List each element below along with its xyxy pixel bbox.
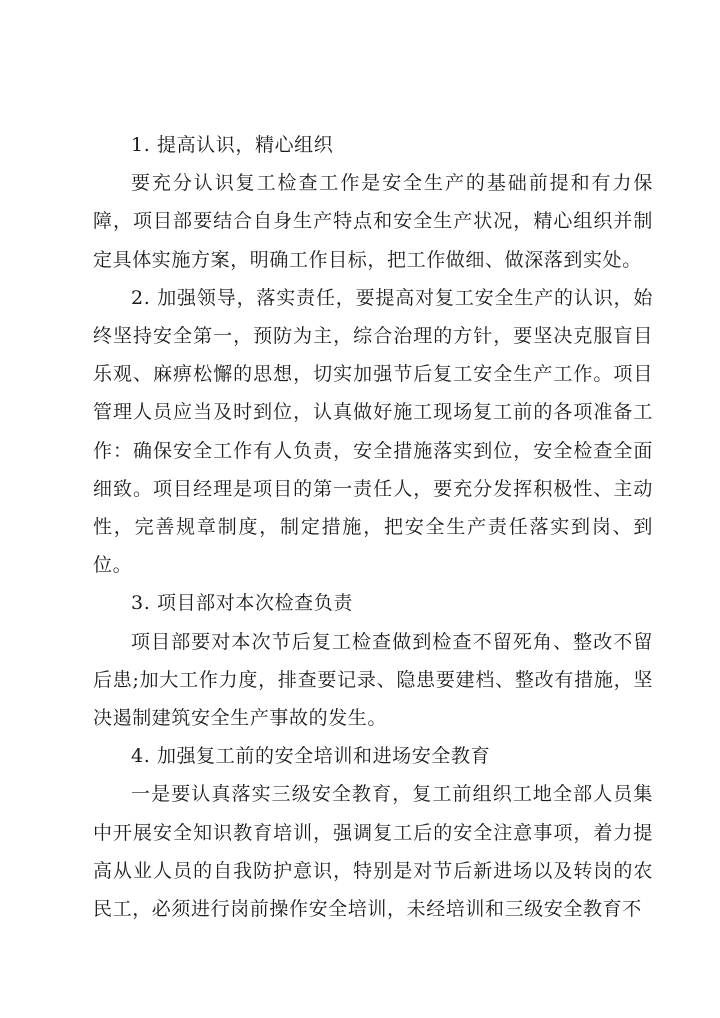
section-3-paragraph: 项目部要对本次节后复工检查做到检查不留死角、整改不留后患;加大工作力度，排查要记录、隐患要建档、整改有措施，坚决遏制建筑安全生产事故的发生。 bbox=[93, 630, 653, 730]
section-4-heading: 4. 加强复工前的安全培训和进场安全教育 bbox=[131, 745, 491, 768]
section-2-paragraph: 2. 加强领导，落实责任，要提高对复工安全生产的认识，始终坚持安全第一，预防为主，综合治理的方针，要坚决克服盲目乐观、麻痹松懈的思想，切实加强节后复工安全生产工作。项目管理人员应当及时到位，认真做好施工现场复工前的各项准备工作：确保安全工作有人负责，安全措施落实到位，安全检查全面细致。项目经理是项目的第一责任人，要充分发挥积极性、主动性，完善规章制度，制定措施，把安全生产责任落实到岗、到位。 bbox=[93, 286, 653, 577]
document-body bbox=[93, 126, 653, 928]
section-1-heading: 1. 提高认识，精心组织 bbox=[131, 134, 334, 156]
section-4-paragraph: 一是要认真落实三级安全教育，复工前组织工地全部人员集中开展安全知识教育培训，强调复工后的安全注意事项，着力提高从业人员的自我防护意识，特别是对节后新进场以及转岗的农民工，必须进行岗前操作安全培训，未经培训和三级安全教育不 bbox=[93, 783, 653, 921]
section-3-heading: 3. 项目部对本次检查负责 bbox=[131, 592, 353, 615]
section-1-paragraph: 要充分认识复工检查工作是安全生产的基础前提和有力保障，项目部要结合自身生产特点和安全生产状况，精心组织并制定具体实施方案，明确工作目标，把工作做细、做深落到实处。 bbox=[93, 172, 653, 271]
